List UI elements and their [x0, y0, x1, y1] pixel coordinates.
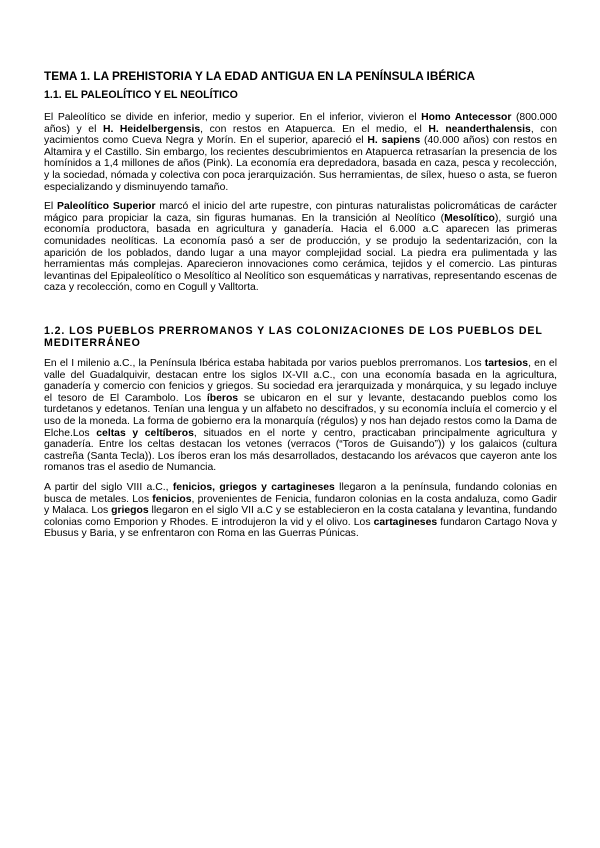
text-run: En el I milenio a.C., la Península Ibérica estaba habitada por varios pueblos prerromanos. Los: [44, 358, 485, 370]
bold-term: Mesolítico: [444, 212, 495, 224]
text-run: , situados en el norte y centro, practicaban principalmente agricultura y ganadería. Entre los celtas destacan los vetones (verracos (“Toros de Guisando”)) y los galaicos (cultura castreña (Santa Tecla)). Los íberos eran los más desarrollados, destacando los arévacos que cayeron ante los romanos tras el asedio de Numancia.: [44, 427, 557, 474]
text-run: , con restos en Atapuerca. En el medio, el: [200, 123, 429, 135]
text-run: marcó el inicio del arte rupestre, con pinturas naturalistas policromáticas de carácter mágico para propiciar la caza, sin figuras humanas. En la transición al Neolítico (: [44, 201, 557, 224]
text-run: , con yacimientos como Cueva Negra y Morín. En el superior, apareció el: [44, 123, 558, 147]
text-run: El: [44, 201, 58, 213]
bold-term: celtas y celtíberos: [96, 427, 194, 439]
bold-term: fenicios: [152, 493, 192, 505]
text-run: ), surgió una economía productora, basada en agricultura y ganadería. Hacia el 6.000 a.C aparecen las primeras comunidades neolíticas. La economía pasó a ser de producción, y se produjo la sedentarización, con la aparición de los poblados, dando lugar a una mayor complejidad social. La piedra era pulimentada y las herramientas más complejas. Aparecieron innovaciones como cerámica, tejidos y el comercio. Las pinturas levantinas del Epipaleolítico o Mesolítico al Neolítico son esquemáticas y narrativas, representando escenas de caza y recolección, como en Cogull y Valltorta.: [44, 212, 557, 294]
bold-term: griegos: [111, 505, 149, 517]
bold-term: H. sapiens: [367, 135, 421, 147]
text-run: fundaron Cartago Nova y Ebusus y Baria, y se enfrentaron con Roma en las Guerras Púnicas.: [44, 516, 557, 540]
bold-term: Paleolítico Superior: [57, 201, 156, 213]
bold-term: Homo Antecessor: [421, 112, 512, 123]
bold-term: fenicios, griegos y cartagineses: [172, 482, 335, 494]
text-run: , provenientes de Fenicia, fundaron colonias en la costa andaluza, como Gadir y Malaca. Los: [44, 493, 557, 517]
text-run: (40.000 años) con restos en Altamira y el Castillo. Sin embargo, los recientes descubrimientos en Atapuerca retrasarían la presencia de los homínidos a 1,4 millones de años (Pink). La economía era depredadora, basada en caza, pesca y recolección, y la sociedad, nómada y colectiva con poca jerarquización. Sus herramientas, de sílex, hueso o asta, se fueron especializando y disminuyendo tamaño.: [44, 135, 557, 193]
section-heading-pueblos-prerromanos: 1.2. LOS PUEBLOS PRERROMANOS Y LAS COLONIZACIONES DE LOS PUEBLOS DEL MEDITERRÁNEO: [44, 324, 543, 349]
paragraph-paleolitico: [44, 112, 557, 193]
bold-term: cartagineses: [373, 516, 438, 528]
text-run: A partir del siglo VIII a.C.,: [44, 482, 173, 494]
paragraph-colonizaciones: [44, 482, 557, 540]
text-run: (800.000 años) y el: [44, 112, 557, 135]
section-heading-paleolitico: 1.1. EL PALEOLÍTICO Y EL NEOLÍTICO: [44, 89, 238, 101]
bold-term: H. Heidelbergensis: [102, 123, 201, 135]
paragraph-pueblos-prerromanos: [44, 358, 557, 474]
bold-term: tartesios: [484, 358, 529, 370]
text-run: El Paleolítico se divide en inferior, medio y superior. En el inferior, vivieron el: [44, 112, 422, 123]
document-page: [44, 70, 557, 548]
bold-term: H. neanderthalensis: [428, 123, 531, 135]
text-run: , en el valle del Guadalquivir, destacan entre los siglos IX-VII a.C., con una economía basada en la agricultura, ganadería y comercio con fenicios y griegos. Su sociedad era jerarquizada y monárquica, y su legado incluye el tesoro de El Carambolo. Los: [44, 358, 558, 404]
document-title: TEMA 1. LA PREHISTORIA Y LA EDAD ANTIGUA EN LA PENÍNSULA IBÉRICA: [44, 69, 476, 83]
text-run: llegaron a la península, fundando colonias en busca de metales. Los: [44, 482, 558, 505]
text-run: se ubicaron en el sur y levante, destacando pueblos como los turdetanos y edetanos. Tenían una lengua y un alfabeto no descifrados, y su economía incluía el comercio y el uso de la moneda. La forma de gobierno era la monarquía (régulos) y nos han dejado restos como la Dama de Elche.Los: [44, 392, 557, 439]
paragraph-paleolitico-superior: [44, 201, 557, 294]
bold-term: íberos: [206, 392, 239, 404]
text-run: llegaron en el siglo VII a.C y se establecieron en la costa catalana y levantina, fundando colonias como Emporion y Rhodes. E introdujeron la vid y el olivo. Los: [44, 505, 557, 528]
